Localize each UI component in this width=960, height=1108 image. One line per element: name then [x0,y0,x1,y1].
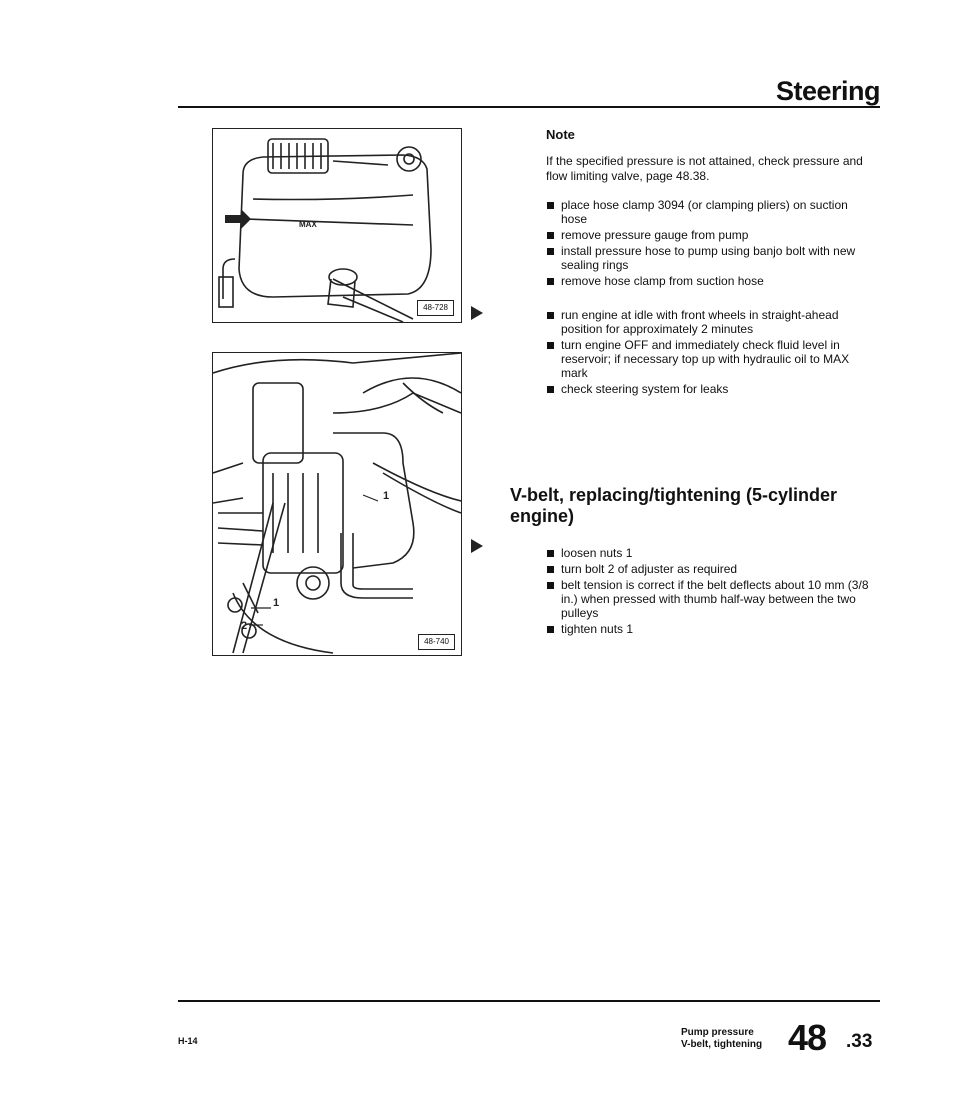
reservoir-drawing [213,129,461,322]
steps-list-3 [546,546,876,638]
pointer-arrow-icon [471,306,483,320]
list-item: tighten nuts 1 [546,622,876,636]
page-title: Steering [775,76,880,106]
reservoir-illustration [212,128,462,323]
pump-belt-illustration [212,352,462,656]
list-item: check steering system for leaks [546,382,876,396]
list-item: remove hose clamp from suction hose [546,274,876,288]
list-item: remove pressure gauge from pump [546,228,876,242]
callout-nut-1a: 1 [383,490,390,502]
list-item: install pressure hose to pump using banjo bolt with new sealing rings [546,244,876,272]
figure-number: 48-728 [417,300,454,316]
pointer-arrow-icon [471,539,483,553]
footer-rule [178,1000,880,1002]
page-number-group: 48 [788,1017,827,1058]
steps-list-1 [546,198,876,290]
footer-topic: V-belt, tightening [681,1039,763,1050]
section-heading: V-belt, replacing/tightening (5-cylinder engine) [510,485,838,526]
list-item: place hose clamp 3094 (or clamping pliers) on suction hose [546,198,876,226]
list-item: run engine at idle with front wheels in straight-ahead position for approximately 2 minutes [546,308,876,336]
footer-topics [681,1027,781,1051]
list-item: belt tension is correct if the belt deflects about 10 mm (3/8 in.) when pressed with thumb half-way between the two pulleys [546,578,876,620]
footer-topic: Pump pressure [681,1027,754,1038]
page-number: .33 [846,1031,873,1052]
note-text: If the specified pressure is not attained, check pressure and flow limiting valve, page 48.38. [546,154,863,183]
reservoir-max-mark: MAX [299,220,317,229]
list-item: turn engine OFF and immediately check fluid level in reservoir; if necessary top up with hydraulic oil to MAX mark [546,338,876,380]
note-heading: Note [546,127,575,142]
callout-nut-1b: 1 [273,597,280,609]
list-item: turn bolt 2 of adjuster as required [546,562,876,576]
callout-bolt-2: 2 [241,620,248,632]
header-rule [178,106,880,108]
page-code: H-14 [178,1036,198,1046]
figure-number: 48-740 [418,634,455,650]
pump-drawing [213,353,461,655]
list-item: loosen nuts 1 [546,546,876,560]
steps-list-2 [546,308,876,398]
